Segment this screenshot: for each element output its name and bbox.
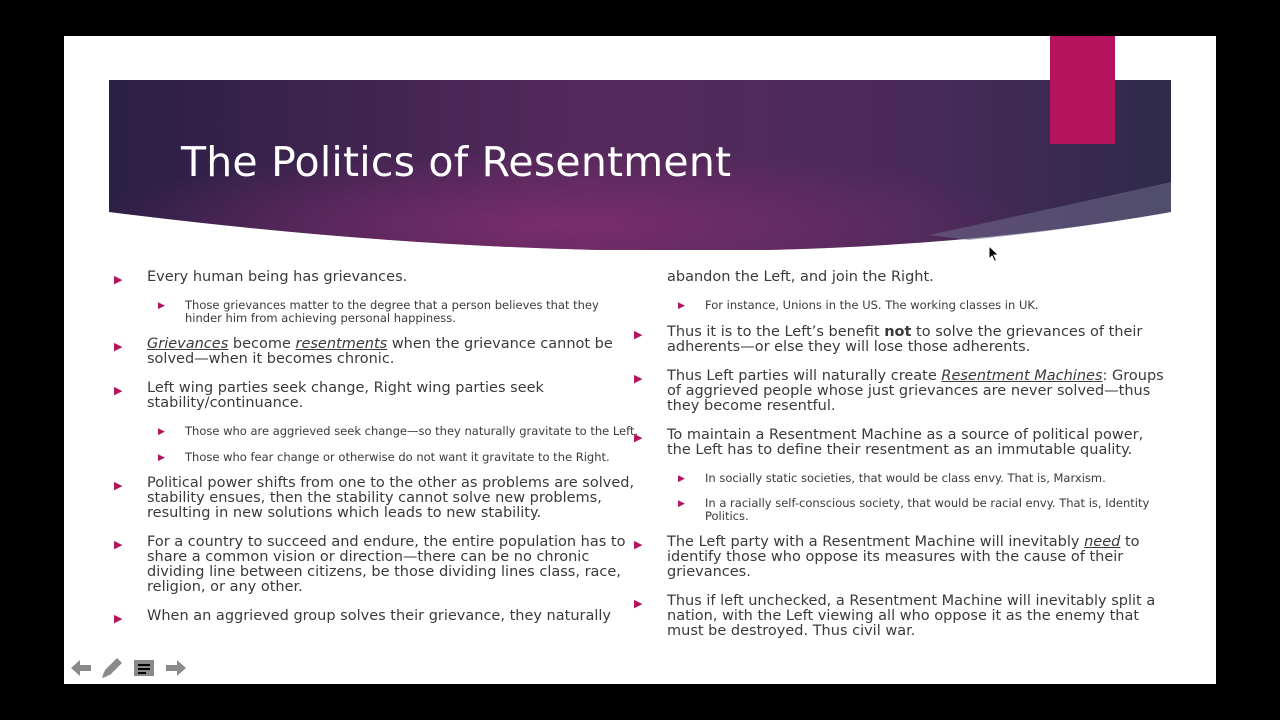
bullet-arrow-icon: ▶ [634,327,643,341]
slide-title: The Politics of Resentment [181,138,732,186]
bullet-arrow-icon: ▶ [678,499,685,509]
prev-slide-button[interactable] [68,655,94,681]
pen-icon [100,657,124,679]
bullet-item: ▶ Left wing parties seek change, Right wing parties seek stability/continuance. [114,380,544,411]
bullet-item: ▶ Thus it is to the Left’s benefit not to solve the grievances of their adherents—or else they will lose those adherents. [634,323,1143,355]
pen-tool-button[interactable] [99,655,125,681]
sub-bullet-item: ▶ In socially static societies, that would be class envy. That is, Marxism. [678,470,1106,485]
slides-menu-icon [133,659,155,677]
next-slide-button[interactable] [163,655,189,681]
bullet-arrow-icon: ▶ [114,479,123,492]
sub-bullet-item: ▶ Those grievances matter to the degree that a person believes that they hinder him from achieving personal happiness. [158,298,599,325]
mouse-cursor-icon [988,245,1000,263]
bullet-arrow-icon: ▶ [114,612,123,625]
left-column [114,270,639,638]
bullet-arrow-icon: ▶ [678,301,685,311]
bullet-item: ▶ When an aggrieved group solves their grievance, they naturally [114,608,611,625]
bullet-arrow-icon: ▶ [114,384,123,397]
bullet-continuation: abandon the Left, and join the Right. [667,269,934,285]
bullet-arrow-icon: ▶ [114,273,123,286]
bullet-arrow-icon: ▶ [634,597,643,610]
bullet-arrow-icon: ▶ [634,538,643,551]
arrow-right-icon [165,659,187,677]
sub-bullet-item: ▶ For instance, Unions in the US. The working classes in UK. [678,298,1039,312]
sub-bullet-item: ▶ In a racially self-conscious society, that would be racial envy. That is, Identity Politics. [678,496,1150,523]
arrow-left-icon [70,659,92,677]
bullet-arrow-icon: ▶ [158,427,165,437]
bullet-item: ▶ Grievances become resentments when the grievance cannot be solved—when it becomes chronic. [114,336,613,367]
slide [64,36,1216,684]
bullet-arrow-icon: ▶ [678,473,685,484]
sub-bullet-item: ▶ Those who fear change or otherwise do not want it gravitate to the Right. [158,449,610,464]
bullet-item: ▶ Every human being has grievances. [114,269,408,286]
bullet-item: ▶ For a country to succeed and endure, the entire population has to share a common vision or direction—there can be no chronic dividing line between citizens, be those dividing lines class, race, religion, or any other. [114,534,626,595]
right-column [634,270,1164,653]
bullet-arrow-icon: ▶ [114,340,123,353]
bullet-item: ▶ Thus Left parties will naturally create Resentment Machines: Groups of aggrieved people whose just grievances are never solved—thus they become resentful. [634,367,1164,414]
bullet-item: ▶ The Left party with a Resentment Machine will inevitably need to identify those who oppose its measures with the cause of their grievances. [634,534,1140,580]
title-banner [109,80,1171,250]
bullet-item: ▶ To maintain a Resentment Machine as a source of political power, the Left has to define their resentment as an immutable quality. [634,426,1144,458]
accent-tab [1050,36,1115,144]
bullet-arrow-icon: ▶ [158,452,165,463]
bullet-arrow-icon: ▶ [634,430,643,444]
bullet-arrow-icon: ▶ [634,371,643,385]
bullet-arrow-icon: ▶ [114,538,123,551]
sub-bullet-item: ▶ Those who are aggrieved seek change—so they naturally gravitate to the Left. [158,424,639,438]
slides-menu-button[interactable] [131,655,157,681]
bullet-item: ▶ Thus if left unchecked, a Resentment Machine will inevitably split a nation, with the Left viewing all who oppose it as the enemy that must be destroyed. Thus civil war. [634,593,1156,639]
bullet-item: ▶ Political power shifts from one to the other as problems are solved, stability ensues, then the stability cannot solve new problems, resulting in new solutions which leads to new stability. [114,475,635,521]
bullet-arrow-icon: ▶ [158,301,165,311]
